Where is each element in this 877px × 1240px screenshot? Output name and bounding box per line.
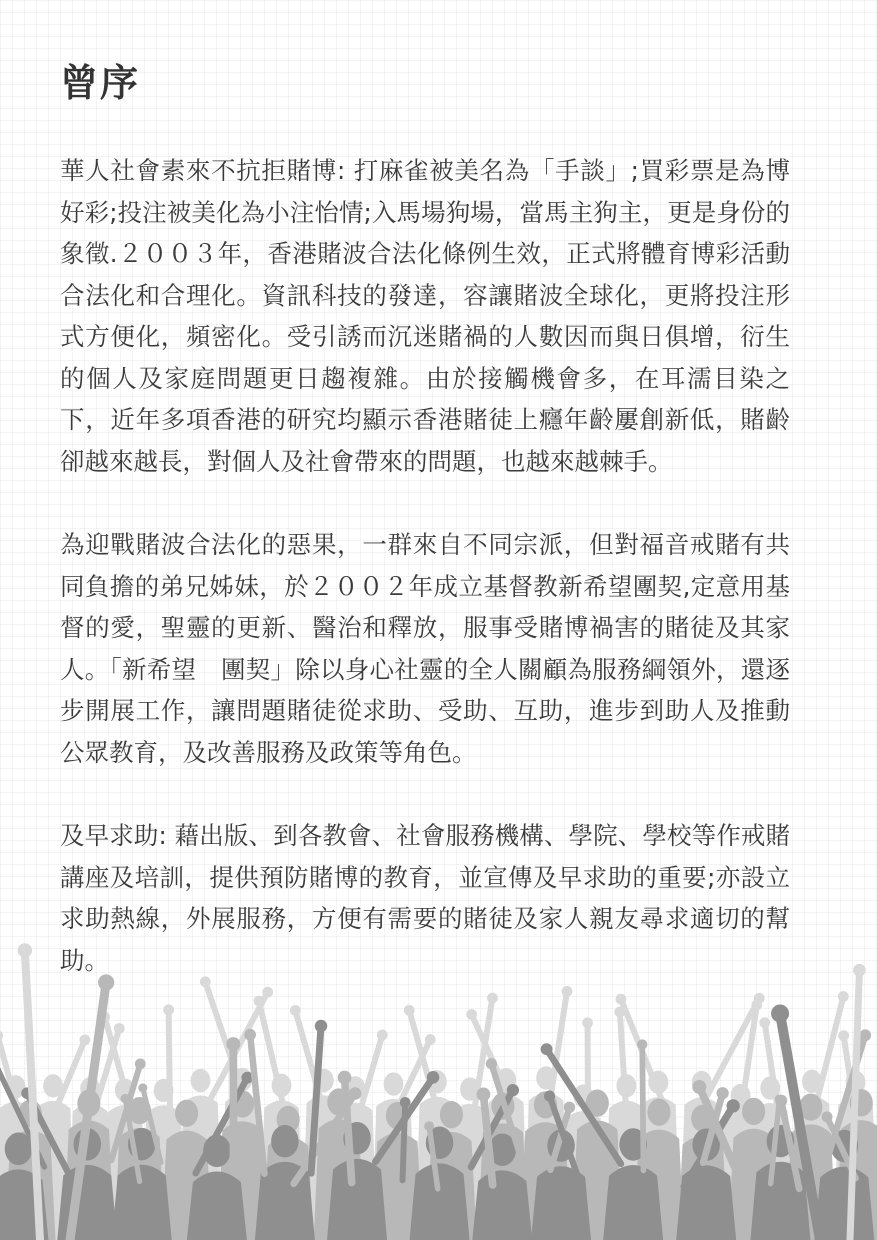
person-head — [846, 1071, 866, 1094]
raised-arm — [620, 1012, 626, 1109]
raised-arm — [781, 1101, 799, 1189]
person-body — [520, 1122, 570, 1240]
person-head — [80, 1077, 100, 1100]
person-head — [343, 1122, 371, 1155]
person-head — [619, 1128, 647, 1161]
raised-hand — [427, 1071, 440, 1084]
person-head — [496, 1068, 516, 1091]
person-body — [531, 1166, 591, 1240]
raised-hand — [226, 1037, 240, 1051]
raised-arm — [642, 1044, 643, 1170]
raised-hand — [859, 1029, 871, 1041]
raised-arm — [294, 1094, 355, 1184]
person-head — [231, 1090, 254, 1117]
raised-arm — [780, 1013, 820, 1240]
person-head — [277, 1106, 300, 1133]
person-body — [31, 1101, 74, 1240]
raised-hand — [241, 1072, 253, 1084]
raised-hand — [775, 1094, 785, 1104]
person-head — [191, 1069, 211, 1092]
person-body — [260, 1100, 303, 1240]
person-body — [728, 1129, 778, 1240]
person-head — [831, 1130, 859, 1163]
person-head — [850, 1089, 873, 1116]
person-body — [572, 1120, 622, 1240]
person-head — [799, 1093, 822, 1120]
person-head — [345, 1076, 365, 1099]
raised-arm — [409, 1010, 436, 1105]
raised-arm — [111, 1064, 140, 1160]
raised-hand — [135, 1058, 146, 1069]
raised-arm — [105, 1017, 132, 1113]
raised-arm — [550, 1107, 569, 1170]
raised-hand — [507, 1084, 519, 1096]
paragraph-3: 及早求助: 藉出版、到各教會、社會服務機構、學院、學校等作戒賭講座及培訓，提供預防賭博的教育，並宣傳及早求助的重要;亦設立求助熱線，外展服務，方便有需要的賭徒及家人親友尋求適切的幫助。 — [60, 821, 790, 975]
person-head — [536, 1066, 556, 1089]
person-body — [719, 1110, 762, 1240]
raised-arm — [429, 1126, 438, 1189]
raised-arm — [547, 1049, 621, 1164]
raised-arm — [143, 1088, 161, 1163]
person-head — [426, 1126, 454, 1159]
person-head — [203, 1135, 231, 1168]
person-body — [678, 1136, 728, 1240]
raised-hand — [0, 1030, 3, 1041]
raised-hand — [138, 1083, 147, 1092]
person-head — [648, 1071, 668, 1094]
person-head — [691, 1105, 714, 1132]
raised-arm — [169, 1010, 170, 1114]
person-head — [692, 1071, 712, 1094]
person-head — [647, 1099, 670, 1126]
raised-arm — [311, 1026, 321, 1173]
raised-arm — [703, 1093, 722, 1162]
person-head — [586, 1089, 609, 1116]
raised-arm — [816, 997, 843, 1105]
person-head — [77, 1090, 100, 1117]
person-body — [112, 1165, 172, 1240]
person-head — [74, 1128, 102, 1161]
raised-arm — [844, 1036, 854, 1106]
person-head — [175, 1100, 198, 1127]
person-body — [179, 1095, 222, 1240]
raised-arm — [471, 1090, 513, 1167]
person-body — [327, 1159, 387, 1240]
raised-arm — [491, 1064, 522, 1163]
person-body — [562, 1111, 605, 1240]
person-body — [603, 1165, 663, 1240]
person-head — [534, 1091, 557, 1118]
raised-hand — [775, 1095, 787, 1107]
person-body — [334, 1103, 377, 1240]
person-head — [5, 1133, 33, 1166]
person-body — [448, 1104, 491, 1240]
raised-hand — [477, 1087, 491, 1101]
person-head — [767, 1125, 795, 1158]
raised-hand — [853, 964, 866, 977]
raised-hand — [544, 1090, 555, 1101]
raised-hand — [244, 1029, 256, 1041]
person-body — [217, 1121, 267, 1240]
paragraph-2: 為迎戰賭波合法化的惡果，一群來自不同宗派，但對福音戒賭有共同負擔的弟兄姊妹，於２００２年成立基督教新希望團契,定意用基督的愛，聖靈的更新、醫治和釋放，服事受賭博禍害的賭徒及其家人。「新希望 團契」除以身心社靈的全人關顧為服務綱領外，還逐步開展工作，讓問題賭徒從求助、受助、互助，進步到助人及推動公眾教育，及改善服務及政策等角色。 — [60, 530, 790, 767]
person-body — [750, 1162, 810, 1240]
paragraph-1: 華人社會素來不抗拒賭博: 打麻雀被美名為「手談」;買彩票是為博好彩;投注被美化為小注怡情;入馬場狗場，當馬主狗主，更是身份的象徵.２００３年，香港賭波合法化條例生效，正式將體育博彩活動合法化和合理化。資訊科技的發達，容讓賭波全球化，更將投注形式方便化，頻密化。受引誘而沉迷賭禍的人數因而與日俱增，衍生的個人及家庭問題更日趨複雜。由於接觸機會多，在耳濡目染之下，近年多項香港的研究均顯示香港賭徒上癮年齡屢創新低，賭齡卻越來越長，對個人及社會帶來的問題，也越來越棘手。 — [60, 156, 790, 476]
raised-arm — [94, 1028, 119, 1111]
person-body — [634, 1130, 684, 1240]
raised-hand — [717, 1087, 729, 1099]
person-body — [410, 1163, 470, 1240]
person-body — [255, 1162, 315, 1240]
person-body — [0, 1169, 48, 1240]
raised-hand — [338, 1071, 352, 1085]
raised-arm — [850, 970, 859, 1240]
person-body — [69, 1104, 112, 1240]
person-head — [731, 1084, 751, 1107]
person-body — [605, 1101, 648, 1240]
person-body — [786, 1124, 836, 1240]
person-head — [491, 1092, 514, 1119]
person-body — [221, 1094, 264, 1240]
raised-arm — [0, 1036, 18, 1110]
raised-hand — [838, 1030, 849, 1041]
page-title: 曾序 — [60, 61, 141, 105]
raised-arm — [827, 1117, 856, 1178]
raised-hand — [21, 1087, 33, 1099]
raised-arm — [25, 950, 40, 1240]
person-body — [263, 1137, 313, 1240]
person-body — [103, 1105, 146, 1240]
raised-hand — [821, 1111, 832, 1122]
raised-hand — [425, 1034, 436, 1045]
person-body — [426, 1132, 476, 1240]
raised-arm — [826, 1035, 865, 1163]
person-body — [302, 1095, 345, 1240]
raised-arm — [376, 1077, 434, 1161]
person-body — [478, 1123, 528, 1240]
person-head — [327, 1088, 350, 1115]
person-head — [128, 1097, 151, 1124]
person-body — [0, 1102, 37, 1240]
person-head — [440, 1101, 463, 1128]
raised-hand — [349, 1087, 361, 1099]
person-body — [676, 1165, 736, 1240]
raised-arm — [699, 1087, 735, 1168]
raised-arm — [196, 1078, 248, 1174]
raised-arm — [0, 1048, 44, 1166]
raised-arm — [483, 1094, 492, 1185]
person-head — [547, 1129, 575, 1162]
person-head — [43, 1074, 63, 1097]
raised-hand — [486, 1058, 497, 1069]
person-body — [57, 1165, 117, 1240]
raised-arm — [125, 1099, 139, 1182]
raised-arm — [250, 1035, 264, 1174]
person-body — [5, 1131, 55, 1240]
person-body — [680, 1097, 723, 1240]
raised-hand — [121, 1094, 130, 1103]
person-body — [415, 1097, 458, 1240]
person-head — [573, 1084, 593, 1107]
raised-hand — [637, 1039, 647, 1049]
person-head — [314, 1069, 334, 1092]
person-head — [427, 1070, 447, 1093]
person-head — [271, 1125, 299, 1158]
person-head — [115, 1078, 135, 1101]
raised-arm — [472, 1014, 512, 1102]
person-head — [460, 1077, 480, 1100]
person-body — [790, 1096, 833, 1240]
crowd-middle-row — [5, 1088, 877, 1240]
person-body — [314, 1119, 364, 1240]
person-head — [384, 1072, 404, 1095]
person-head — [386, 1102, 409, 1129]
person-body — [525, 1093, 568, 1240]
raised-arm — [398, 1040, 430, 1107]
person-head — [802, 1070, 822, 1093]
raised-hand — [400, 1097, 411, 1108]
raised-arm — [684, 1106, 733, 1187]
person-body — [114, 1128, 164, 1240]
person-body — [834, 1097, 877, 1240]
raised-hand — [18, 943, 32, 957]
person-head — [742, 1098, 765, 1125]
person-head — [19, 1100, 42, 1127]
raised-arm — [403, 1102, 406, 1180]
person-body — [749, 1103, 792, 1240]
raised-hand — [79, 1035, 90, 1046]
person-head — [760, 1076, 780, 1099]
person-body — [372, 1133, 422, 1240]
person-body — [637, 1097, 680, 1240]
raised-arm — [771, 1099, 780, 1183]
raised-arm — [765, 1023, 778, 1111]
raised-hand — [114, 1023, 125, 1034]
person-head — [616, 1074, 636, 1097]
raised-hand — [541, 1043, 553, 1055]
person-body — [814, 1167, 874, 1240]
person-head — [233, 1068, 253, 1091]
person-body — [64, 1121, 114, 1240]
person-body — [836, 1120, 877, 1240]
raised-arm — [27, 1093, 71, 1179]
raised-arm — [295, 1010, 322, 1103]
raised-hand — [424, 1121, 434, 1131]
raised-arm — [345, 1078, 352, 1183]
raised-hand — [377, 1030, 388, 1041]
person-head — [692, 1128, 720, 1161]
person-head — [128, 1128, 156, 1161]
person-body — [187, 1171, 247, 1240]
raised-arm — [56, 1040, 85, 1109]
person-body — [372, 1099, 415, 1240]
raised-hand — [692, 1080, 706, 1094]
crowd-front-row — [0, 1122, 874, 1240]
raised-arm — [360, 1035, 382, 1111]
raised-hand — [838, 991, 849, 1002]
raised-arm — [550, 1096, 582, 1187]
person-body — [472, 1170, 532, 1240]
person-head — [272, 1074, 292, 1097]
body-text — [60, 150, 790, 1023]
person-body — [485, 1095, 528, 1240]
person-body — [161, 1131, 211, 1240]
person-head — [6, 1075, 26, 1098]
person-body — [142, 1105, 185, 1240]
raised-hand — [726, 1099, 739, 1112]
raised-hand — [564, 1102, 575, 1113]
person-head — [154, 1079, 174, 1102]
person-head — [489, 1133, 517, 1166]
